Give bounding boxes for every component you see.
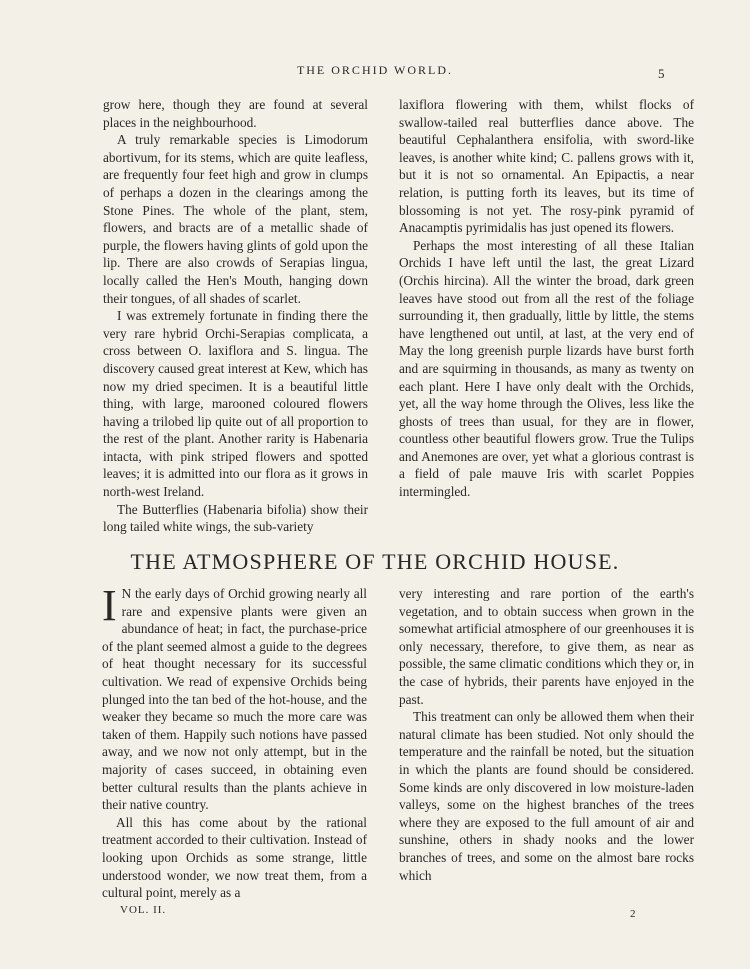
signature-mark: 2 [630, 908, 636, 920]
paragraph: very interesting and rare portion of the earth's vegetation, and to obtain success when grown in the somewhat artificial atmosphere of our greenhouses it is only necessary, therefore, to give them, as near as possible, the same climatic conditions which they or, in the case of hybrids, their parents have enjoyed in the past. [399, 586, 694, 707]
article-title: THE ATMOSPHERE OF THE ORCHID HOUSE. [130, 549, 620, 574]
top-right-column [399, 96, 694, 501]
paragraph: All this has come about by the rational treatment accorded to their cultivation. Instead of looking upon Orchids as some strange, little understood wonder, we now treat them, from a cultural point, merely as a [102, 814, 367, 901]
drop-cap: I [102, 581, 117, 630]
article-right-column [399, 585, 694, 884]
article-left-column [102, 581, 367, 902]
paragraph: Perhaps the most interesting of all these Italian Orchids I have left until the last, the great Lizard (Orchis hircina). All the winter the broad, dark green leaves have stood out from all the rest of the foliage surrounding it, then gradually, little by little, the stems have lengthened out until, at last, at the very end of May the long greenish purple lizards have burst forth and are squirming in thousands, as many as twenty on each plant. Here I have only dealt with the Orchids, yet, all the way home through the Olives, less like the ghosts of trees than usual, for they are in flower, countless other beautiful flowers grow. True the Tulips and Anemones are over, yet what a glorious contrast is a field of pale mauve Iris with scarlet Poppies intermingled. [399, 237, 694, 500]
paragraph: grow here, though they are found at several places in the neighbourhood. [103, 97, 368, 130]
page-number: 5 [658, 66, 665, 81]
paragraph: laxiflora flowering with them, whilst flocks of swallow-tailed real butterflies dance above. The beautiful Cephalanthera ensifolia, with sword-like leaves, is another white kind; C. pallens grows with it, but it is not so ornamental. An Epipactis, a near relation, is putting forth its leaves, but its time of blossoming is not yet. The rosy-pink pyramid of Anacamptis pyrimidalis has just opened its flowers. [399, 97, 694, 236]
paragraph-text: N the early days of Orchid growing nearly all rare and expensive plants were given an abundance of heat; in fact, the purchase-price of the plant seemed almost a guide to the degrees of heat thought necessary for its successful cultivation. We read of expensive Orchids being plunged into the tan bed of the hot-house, and the weaker they became so much the more care was taken of them. Happily such notions have passed away, and we now not only attempt, but in the majority of cases succeed, in obtaining even better cultural results than the plants achieve in their native country. [102, 586, 367, 813]
top-left-column [103, 96, 368, 536]
article-first-paragraph [102, 581, 367, 814]
running-title: THE ORCHID WORLD. [296, 63, 454, 77]
paragraph: This treatment can only be allowed them when their natural climate has been studied. Not only should the temperature and the rainfall be noted, but the situation in which the plants are found should be considered. Some kinds are only discovered in low moisture-laden valleys, some on the highest branches of the trees where they are exposed to the full amount of air and sunshine, others in shady nooks and the lower branches of trees, and some on the almost bare rocks which [399, 709, 694, 883]
paragraph: The Butterflies (Habenaria bifolia) show their long tailed white wings, the sub-variety [103, 501, 368, 535]
paragraph: A truly remarkable species is Limodorum abortivum, for its stems, which are quite leafless, are frequently four feet high and grow in clumps of perhaps a dozen in the clearings among the Stone Pines. The whole of the plant, stem, flowers, and bracts are of a metallic shade of purple, the flowers having glints of gold upon the lip. There are also crowds of Serapias lingua, locally called the Hen's Mouth, hanging down their tongues, of all shades of scarlet. [103, 132, 368, 306]
paragraph: I was extremely fortunate in finding there the very rare hybrid Orchi-Serapias complicata, a cross between O. laxiflora and S. lingua. The discovery caused great interest at Kew, which has now my dried specimen. It is a beautiful little thing, with large, marooned coloured flowers having a trilobed lip quite out of all proportion to the rest of the plant. Another rarity is Habenaria intacta, with pink striped flowers and spotted leaves; it is admitted into our flora as it grows in north-west Ireland. [103, 308, 368, 500]
volume-label: VOL. II. [120, 904, 167, 916]
